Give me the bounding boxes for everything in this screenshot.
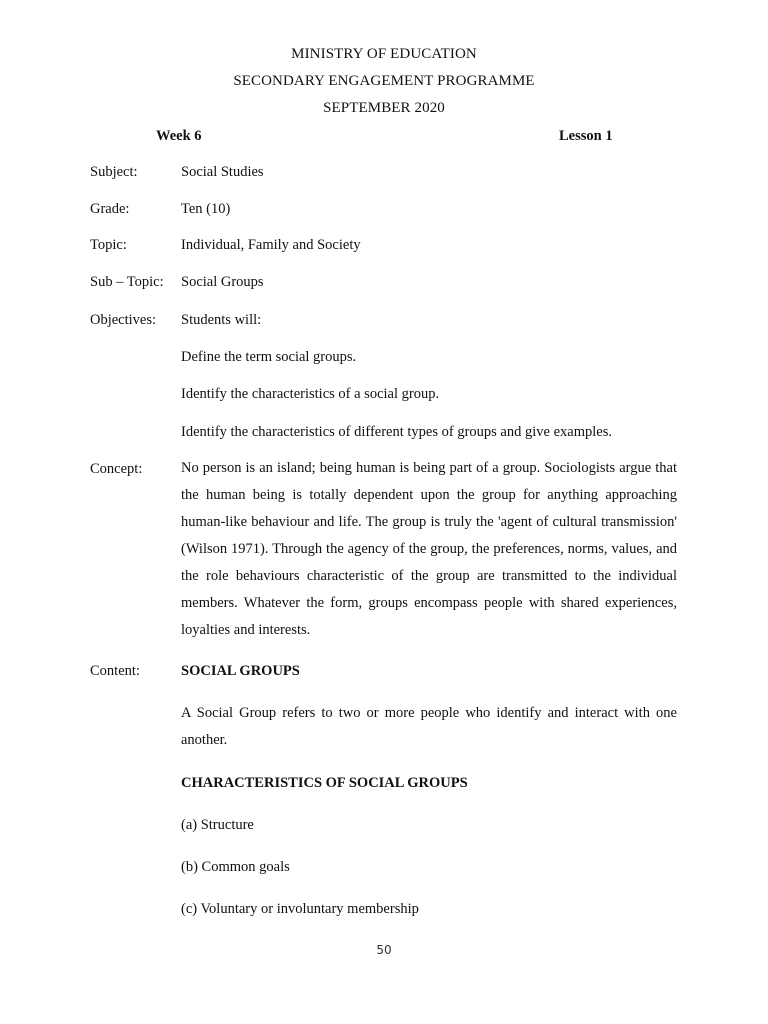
grade-value: Ten (10): [181, 201, 231, 217]
objective-item: Identify the characteristics of different types of groups and give examples.: [181, 424, 612, 440]
ministry-title: MINISTRY OF EDUCATION: [291, 46, 477, 62]
subtopic-value: Social Groups: [181, 274, 264, 290]
concept-label: Concept:: [90, 461, 143, 477]
programme-title: SECONDARY ENGAGEMENT PROGRAMME: [233, 73, 535, 89]
date-title: SEPTEMBER 2020: [323, 100, 445, 116]
lesson-label: Lesson 1: [559, 128, 613, 144]
characteristic-item: (a) Structure: [181, 817, 254, 833]
topic-label: Topic:: [90, 237, 127, 253]
objectives-intro: Students will:: [181, 312, 262, 328]
subtopic-label: Sub – Topic:: [90, 274, 164, 290]
characteristic-item: (c) Voluntary or involuntary membership: [181, 901, 419, 917]
subject-value: Social Studies: [181, 164, 264, 180]
content-label: Content:: [90, 663, 140, 679]
concept-paragraph: No person is an island; being human is being part of a group. Sociologists argue that the human being is totally dependent upon the group for anything approaching human-like behaviour and life. The group is truly the 'agent of cultural transmission' (Wilson 1971). Through the agency of the group, the preferences, norms, values, and the role behaviours characteristic of the group are transmitted to the individual members. Whatever the form, groups encompass people with shared experiences, loyalties and interests.: [181, 460, 677, 638]
characteristic-item: (b) Common goals: [181, 859, 290, 875]
topic-value: Individual, Family and Society: [181, 237, 361, 253]
content-definition: A Social Group refers to two or more people who identify and interact with one another.: [181, 705, 677, 748]
characteristics-heading: CHARACTERISTICS OF SOCIAL GROUPS: [181, 775, 468, 791]
week-label: Week 6: [156, 128, 202, 144]
objective-item: Define the term social groups.: [181, 349, 357, 365]
grade-label: Grade:: [90, 201, 130, 217]
page-number: 50: [376, 943, 392, 957]
objectives-label: Objectives:: [90, 312, 157, 328]
content-heading: SOCIAL GROUPS: [181, 663, 300, 679]
subject-label: Subject:: [90, 164, 138, 180]
objective-item: Identify the characteristics of a social group.: [181, 386, 440, 402]
